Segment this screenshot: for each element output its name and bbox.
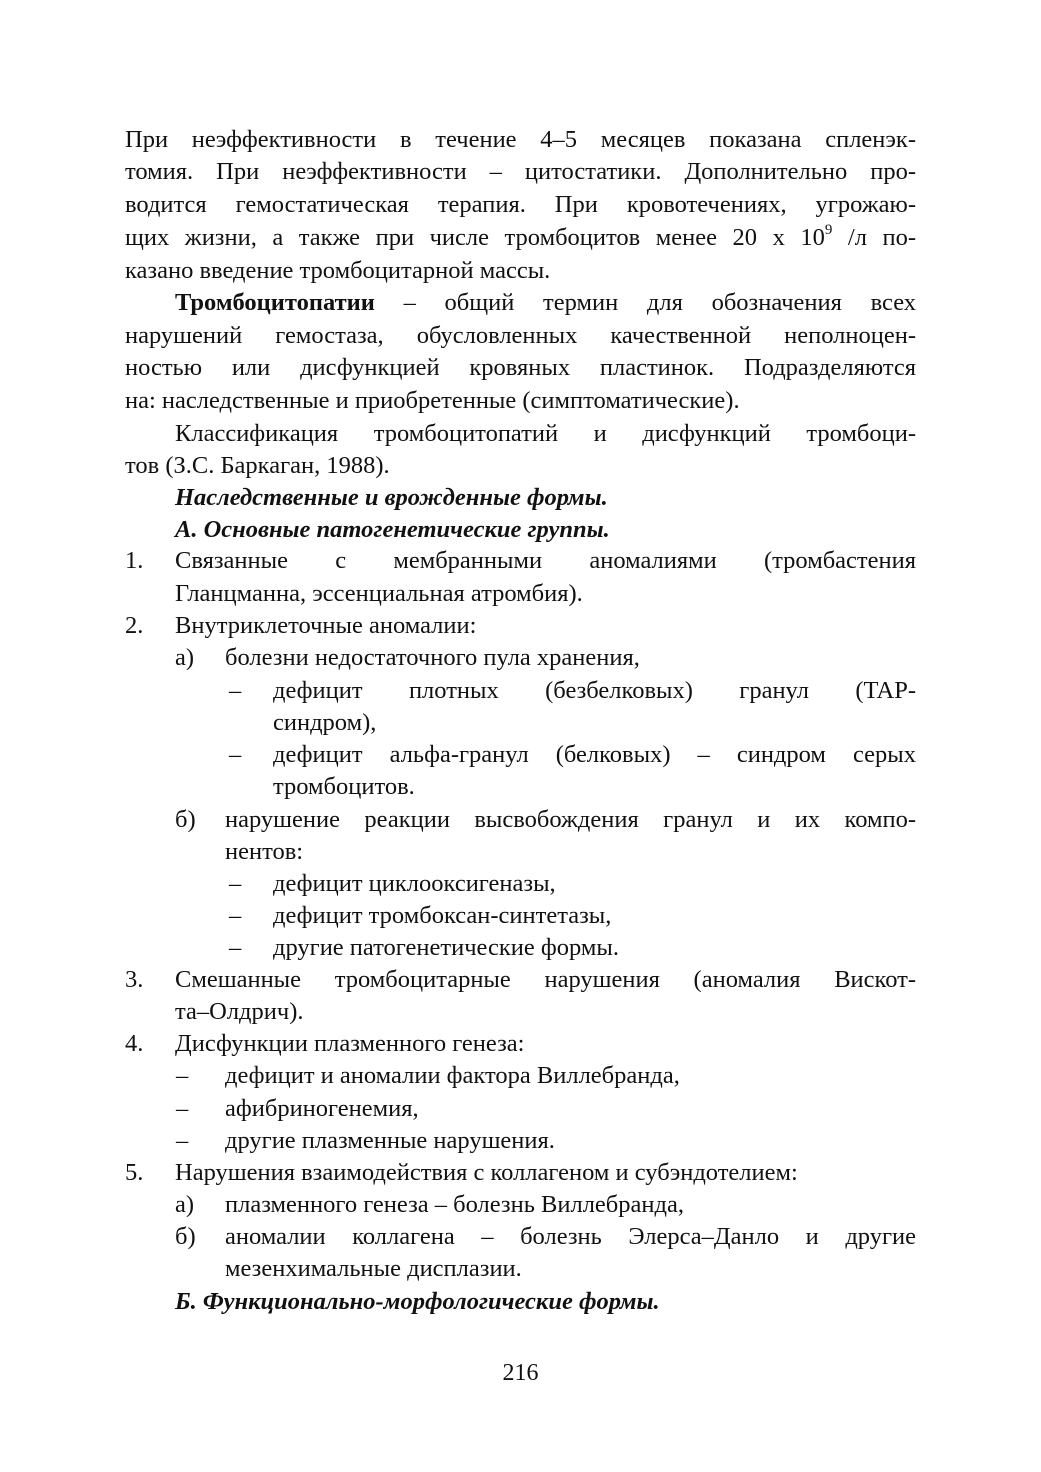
dash-marker: – bbox=[229, 934, 242, 961]
list-item: Связанные с мембранными аномалиями (тромбастения bbox=[175, 547, 916, 574]
list-marker: а) bbox=[175, 644, 195, 671]
list-number: 5. bbox=[125, 1159, 144, 1186]
list-item: тромбоцитов. bbox=[273, 773, 415, 800]
list-item: дефицит тромбоксан-синтетазы, bbox=[273, 902, 612, 929]
dash-marker: – bbox=[229, 677, 242, 704]
list-number: 2. bbox=[125, 612, 144, 639]
list-item: дефицит альфа-гранул (белковых) – синдром серых bbox=[273, 741, 916, 768]
list-marker: б) bbox=[175, 806, 196, 833]
text-line: казано введение тромбоцитарной массы. bbox=[125, 257, 551, 284]
list-number: 3. bbox=[125, 966, 144, 993]
section-heading: Б. Функционально-морфологические формы. bbox=[175, 1288, 660, 1315]
list-item: дефицит плотных (безбелковых) гранул (TAP- bbox=[273, 677, 916, 704]
text-span: щих жизни, а также при числе тромбоцитов менее 20 х 10 bbox=[125, 224, 825, 251]
list-item: другие патогенетические формы. bbox=[273, 934, 619, 961]
list-item: аномалии коллагена – болезнь Элерса–Данло и другие bbox=[225, 1223, 916, 1250]
list-item: Гланцманна, эссенциальная атромбия). bbox=[175, 580, 583, 607]
list-item: та–Олдрич). bbox=[175, 998, 304, 1025]
list-item: дефицит циклооксигеназы, bbox=[273, 870, 556, 897]
list-item: Внутриклеточные аномалии: bbox=[175, 612, 477, 639]
list-item: дефицит и аномалии фактора Виллебранда, bbox=[225, 1062, 680, 1089]
list-item: нарушение реакции высвобождения гранул и их компо- bbox=[225, 806, 916, 833]
list-item: афибриногенемия, bbox=[225, 1095, 419, 1122]
list-marker: б) bbox=[175, 1223, 196, 1250]
text-span: /л по- bbox=[832, 224, 916, 251]
text-line: на: наследственные и приобретенные (симптоматические). bbox=[125, 387, 740, 414]
list-item: другие плазменные нарушения. bbox=[225, 1127, 555, 1154]
list-item: нентов: bbox=[225, 838, 304, 865]
list-item: Нарушения взаимодействия с коллагеном и субэндотелием: bbox=[175, 1159, 798, 1186]
text-line: При неэффективности в течение 4–5 месяцев показана спленэк- bbox=[125, 126, 916, 153]
text-line: нарушений гемостаза, обусловленных качественной неполноцен- bbox=[125, 322, 916, 349]
section-heading: Наследственные и врожденные формы. bbox=[175, 484, 608, 511]
text-line: Классификация тромбоцитопатий и дисфункций тромбоци- bbox=[175, 420, 916, 447]
text-line: томия. При неэффективности – цитостатики. Дополнительно про- bbox=[125, 158, 916, 185]
dash-marker: – bbox=[229, 741, 242, 768]
term-bold: Тромбоцитопатии bbox=[175, 289, 375, 316]
list-item: болезни недостаточного пула хранения, bbox=[225, 644, 640, 671]
list-item: Дисфункции плазменного генеза: bbox=[175, 1030, 525, 1057]
section-heading: А. Основные патогенетические группы. bbox=[175, 516, 610, 543]
dash-marker: – bbox=[229, 870, 242, 897]
text-line: водится гемостатическая терапия. При кровотечениях, угрожаю- bbox=[125, 191, 916, 218]
text-line bbox=[125, 222, 916, 254]
text-span: – общий термин для обозначения всех bbox=[374, 289, 916, 316]
list-item: синдром), bbox=[273, 709, 377, 736]
list-item: Смешанные тромбоцитарные нарушения (аномалия Вискот- bbox=[175, 966, 916, 993]
dash-marker: – bbox=[176, 1127, 189, 1154]
dash-marker: – bbox=[176, 1095, 189, 1122]
list-number: 1. bbox=[125, 547, 144, 574]
list-marker: а) bbox=[175, 1191, 195, 1218]
dash-marker: – bbox=[229, 902, 242, 929]
dash-marker: – bbox=[176, 1062, 189, 1089]
text-line bbox=[175, 287, 916, 319]
text-line: ностью или дисфункцией кровяных пластинок. Подразделяются bbox=[125, 354, 916, 381]
list-item: плазменного генеза – болезнь Виллебранда, bbox=[225, 1191, 684, 1218]
list-item: мезенхимальные дисплазии. bbox=[225, 1255, 522, 1282]
text-line: тов (З.С. Баркаган, 1988). bbox=[125, 452, 390, 479]
page-number: 216 bbox=[502, 1360, 539, 1386]
superscript: 9 bbox=[824, 221, 833, 238]
list-number: 4. bbox=[125, 1030, 144, 1057]
